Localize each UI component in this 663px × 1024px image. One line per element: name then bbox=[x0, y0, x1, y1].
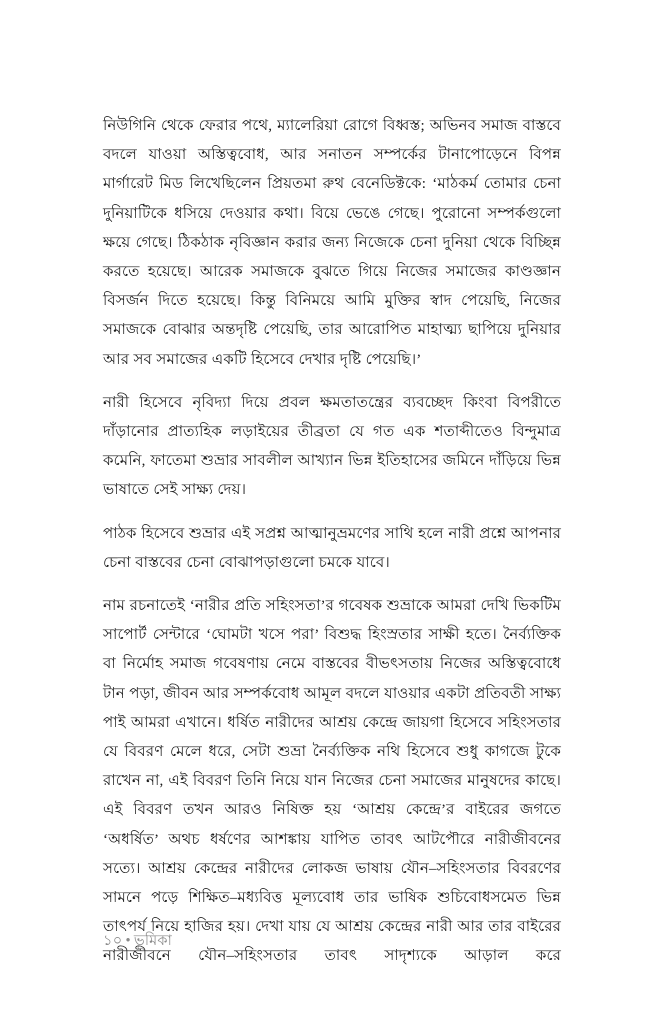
paragraph: নিউগিনি থেকে ফেরার পথে, ম্যালেরিয়া রোগে বিধ্বস্ত; অভিনব সমাজ বাস্তবে বদলে যাওয়া অস্তিত্ববোধ, আর সনাতন সম্পর্কের টানাপোড়েনে বিপন্ন মার্গারেট মিড লিখেছিলেন প্রিয়তমা রুথ বেনেডিক্টকে: ‘মাঠকর্ম তোমার চেনা দুনিয়াটিকে ধসিয়ে দেওয়ার কথা। বিয়ে ভেঙে গেছে। পুরোনো সম্পর্কগুলো ক্ষয়ে গেছে। ঠিকঠাক নৃবিজ্ঞান করার জন্য নিজেকে চেনা দুনিয়া থেকে বিচ্ছিন্ন করতে হয়েছে। আরেক সমাজকে বুঝতে গিয়ে নিজের সমাজের কাণ্ডজ্ঞান বিসর্জন দিতে হয়েছে। কিন্তু বিনিময়ে আমি মুক্তির স্বাদ পেয়েছি, নিজের সমাজকে বোঝার অন্তদৃষ্টি পেয়েছি, তার আরোপিত মাহাত্ম্য ছাপিয়ে দুনিয়ার আর সব সমাজের একটি হিসেবে দেখার দৃষ্টি পেয়েছি।’ bbox=[103, 118, 561, 368]
footer-section-label: ভূমিকা bbox=[133, 933, 173, 949]
footer-separator-dot: • bbox=[125, 933, 131, 949]
body-text-column bbox=[103, 112, 561, 972]
paragraph: নাম রচনাতেই ‘নারীর প্রতি সহিংসতা’র গবেষক শুভ্রাকে আমরা দেখি ভিকটিম সাপোর্ট সেন্টারে ‘ঘোমটা খসে পরা’ বিশুদ্ধ হিংস্রতার সাক্ষী হতে। নৈর্ব্যক্তিক বা নির্মোহ সমাজ গবেষণায় নেমে বাস্তবের বীভৎসতায় নিজের অস্তিত্ববোধে টান পড়া, জীবন আর সম্পর্কবোধ আমূল বদলে যাওয়ার একটা প্রতিবতী সাক্ষ্য পাই আমরা এখানে। ধর্ষিত নারীদের আশ্রয় কেন্দ্রে জায়গা হিসেবে সহিংসতার যে বিবরণ মেলে ধরে, সেটা শুভ্রা নৈর্ব্যক্তিক নথি হিসেবে শুধু কাগজে টুকে রাখেন না, এই বিবরণ তিনি নিয়ে যান নিজের চেনা সমাজের মানুষদের কাছে। এই বিবরণ তখন আরও নিষিক্ত হয় ‘আশ্রয় কেন্দ্রে’র বাইরের জগতে ‘অধর্ষিত’ অথচ ধর্ষণের আশঙ্কায় যাপিত তাবৎ আটপৌরে নারীজীবনের সত্যে। আশ্রয় কেন্দ্রের নারীদের লোকজ ভাষায় যৌন–সহিংসতার বিবরণের সামনে পড়ে শিক্ষিত–মধ্যবিত্ত মূল্যবোধ তার ভাষিক শুচিবোধসমেত ভিন্ন তাৎপর্য নিয়ে হাজির হয়। দেখা যায় যে আশ্রয় কেন্দ্রের নারী আর তার বাইরের নারীজীবনে যৌন–সহিংসতার তাবৎ সাদৃশ্যকে আড়াল করে bbox=[103, 598, 561, 965]
page-footer bbox=[103, 931, 172, 951]
footer-page-number: ১০ bbox=[103, 933, 123, 949]
paragraph: পাঠক হিসেবে শুভ্রার এই সপ্রশ্ন আত্মানুভ্রমণের সাথি হলে নারী প্রশ্নে আপনার চেনা বাস্তবের চেনা বোঝাপড়াগুলো চমকে যাবে। bbox=[103, 525, 561, 571]
paragraph: নারী হিসেবে নৃবিদ্যা দিয়ে প্রবল ক্ষমতাতন্ত্রের ব্যবচ্ছেদ কিংবা বিপরীতে দাঁড়ানোর প্রাত্যহিক লড়াইয়ের তীব্রতা যে গত এক শতাব্দীতেও বিন্দুমাত্র কমেনি, ফাতেমা শুভ্রার সাবলীল আখ্যান ভিন্ন ইতিহাসের জমিনে দাঁড়িয়ে ভিন্ন ভাষাতে সেই সাক্ষ্য দেয়। bbox=[103, 394, 561, 499]
